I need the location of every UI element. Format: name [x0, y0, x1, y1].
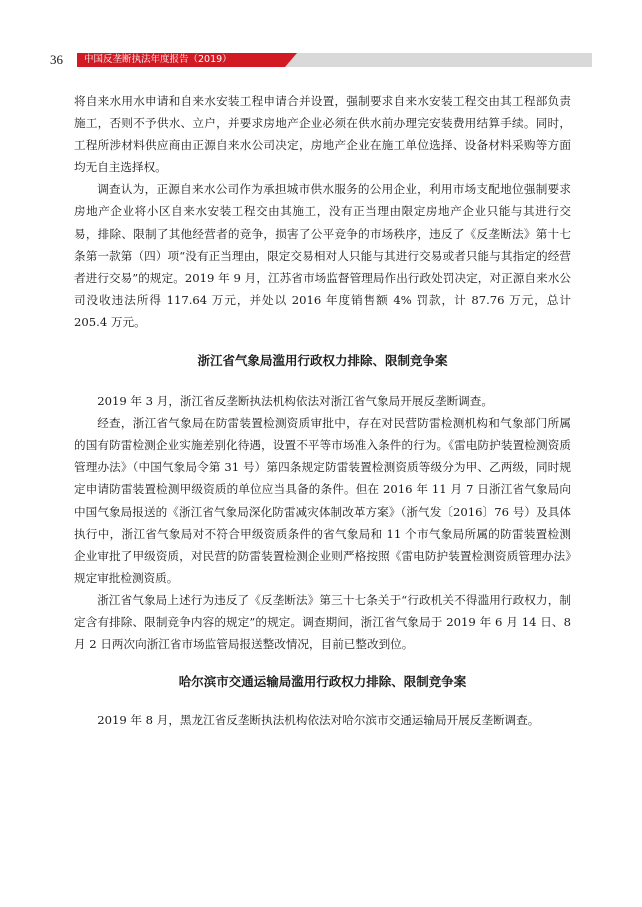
page-number: 36 [50, 52, 63, 67]
running-title: 中国反垄断执法年度报告（2019） [84, 54, 232, 65]
body-paragraph: 调查认为，正源自来水公司作为承担城市供水服务的公用企业，利用市场支配地位强制要求房地产企业将小区自来水安装工程交由其施工，没有正当理由限定房地产企业只能与其进行交易，排除、限制了其他经营者的竞争，损害了公平竞争的市场秩序，违反了《反垄断法》第十七条第一款第（四）项“没有正当理由，限定交易相对人只能与其进行交易或者只能与其指定的经营者进行交易”的规定。2019 年 9 月，江苏省市场监督管理局作出行政处罚决定，对正源自来水公司没收违法所得 117.64 万元，并处以 2016 年度销售额 4% 罚款，计 87.76 万元，总计 205.4 万元。 [74, 182, 571, 329]
body-paragraph: 2019 年 3 月，浙江省反垄断执法机构依法对浙江省气象局开展反垄断调查。 [97, 394, 493, 409]
case-heading: 哈尔滨市交通运输局滥用行政权力排除、限制竞争案 [178, 674, 467, 690]
body-paragraph: 将自来水用水申请和自来水安装工程申请合并设置，强制要求自来水安装工程交由其工程部负责施工，否则不予供水、立户，并要求房地产企业必须在供水前办理完安装费用结算手续。同时，工程所涉材料供应商由正源自来水公司决定，房地产企业在施工单位选择、设备材料采购等方面均无自主选择权。 [74, 94, 571, 175]
page-header [0, 51, 642, 69]
body-paragraph: 2019 年 8 月，黑龙江省反垄断执法机构依法对哈尔滨市交通运输局开展反垄断调查。 [97, 713, 540, 728]
page-body [74, 90, 571, 731]
case-heading: 浙江省气象局滥用行政权力排除、限制竞争案 [197, 353, 448, 369]
body-paragraph: 浙江省气象局上述行为违反了《反垄断法》第三十七条关于“行政机关不得滥用行政权力，制定含有排除、限制竞争内容的规定”的规定。调查期间，浙江省气象局于 2019 年 6 月 14 日、8 月 2 日两次向浙江省市场监管局报送整改情况，目前已整改到位。 [74, 592, 571, 652]
body-paragraph: 经查，浙江省气象局在防雷装置检测资质审批中，存在对民营防雷检测机构和气象部门所属的国有防雷检测企业实施差别化待遇，设置不平等市场准入条件的行为。《雷电防护装置检测资质管理办法》（中国气象局令第 31 号）第四条规定防雷装置检测资质等级分为甲、乙两级，同时规定申请防雷装置检测甲级资质的单位应当具备的条件。但在 2016 年 11 月 7 日浙江省气象局向中国气象局报送的《浙江省气象局深化防雷减灾体制改革方案》（浙气发〔2016〕76 号）及具体执行中，浙江省气象局对不符合甲级资质条件的省气象局和 11 个市气象局所属的防雷装置检测企业审批了甲级资质，对民营的防雷装置检测企业则严格按照《雷电防护装置检测资质管理办法》规定审批检测资质。 [74, 416, 571, 585]
